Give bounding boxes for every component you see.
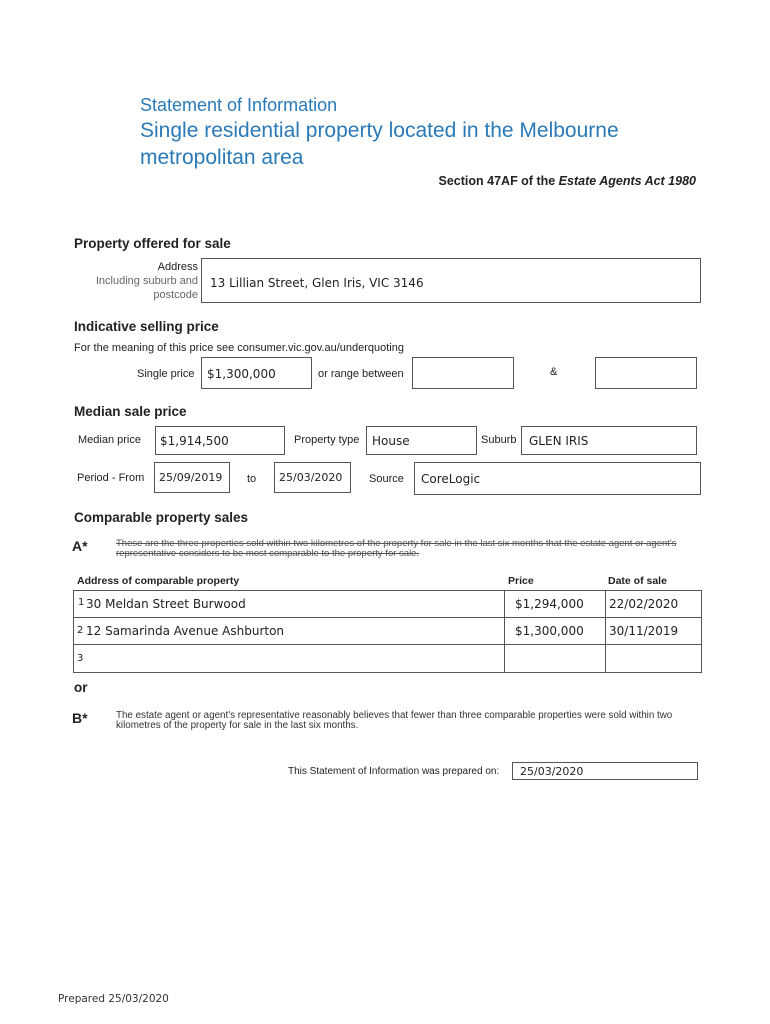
section-act: Estate Agents Act 1980 [558, 174, 696, 188]
col-price-header: Price [508, 575, 534, 587]
footer-prepared: Prepared 25/03/2020 [58, 993, 169, 1005]
property-type-value: House [372, 434, 410, 448]
address-value: 13 Lillian Street, Glen Iris, VIC 3146 [210, 276, 424, 290]
row-date-cell[interactable] [605, 590, 702, 618]
row-date: 22/02/2020 [609, 597, 679, 611]
suburb-label: Suburb [481, 434, 517, 446]
document-title: Statement of Information [140, 95, 338, 115]
period-to-field[interactable] [274, 462, 351, 493]
single-price-value: $1,300,000 [207, 367, 276, 381]
suburb-value: GLEN IRIS [529, 434, 589, 448]
row-price-cell[interactable] [504, 590, 606, 618]
indicative-heading: Indicative selling price [74, 319, 219, 334]
source-label: Source [369, 473, 404, 485]
row-price-cell[interactable] [504, 617, 606, 645]
period-to-value: 25/03/2020 [279, 471, 343, 484]
row-price: $1,300,000 [515, 624, 584, 638]
period-from-field[interactable] [154, 462, 230, 493]
median-price-label: Median price [78, 434, 141, 446]
property-type-label: Property type [294, 434, 360, 446]
prepared-date-value: 25/03/2020 [520, 765, 584, 778]
period-to-label: to [247, 473, 257, 485]
period-from-value: 25/09/2019 [159, 471, 223, 484]
comparable-heading: Comparable property sales [74, 510, 249, 525]
row-price-cell[interactable] [504, 644, 606, 673]
col-address-header: Address of comparable property [77, 575, 240, 587]
property-type-field[interactable] [366, 426, 477, 455]
table-row[interactable] [73, 617, 505, 645]
address-label-2: Including suburb and [95, 275, 198, 287]
source-value: CoreLogic [421, 472, 481, 486]
prepared-label: This Statement of Information was prepared on: [288, 766, 500, 777]
row-date-cell[interactable] [605, 644, 702, 673]
table-row[interactable] [73, 590, 505, 618]
row-number: 3 [77, 653, 84, 664]
address-label-1: Address [157, 261, 198, 273]
row-date: 30/11/2019 [609, 624, 679, 638]
range-label: or range between [318, 368, 404, 380]
median-heading: Median sale price [74, 404, 187, 419]
row-address: 30 Meldan Street Burwood [86, 597, 246, 611]
row-number: 2 [77, 625, 84, 636]
row-address: 12 Samarinda Avenue Ashburton [86, 624, 285, 638]
or-separator: or [74, 680, 88, 695]
row-price: $1,294,000 [515, 597, 584, 611]
source-field[interactable] [414, 462, 701, 495]
option-a-text: These are the three properties sold within two kilometres of the property for sale in the last six months that the estate agent or agent's representative considers to be most comparable to the property for sale. [116, 538, 677, 559]
suburb-field[interactable] [521, 426, 697, 455]
prepared-date-field[interactable] [512, 762, 698, 780]
row-date-cell[interactable] [605, 617, 702, 645]
table-row[interactable] [73, 644, 505, 673]
option-a-marker: A* [72, 538, 88, 554]
range-from-field[interactable] [412, 357, 514, 389]
address-field[interactable] [201, 258, 701, 303]
median-price-value: $1,914,500 [160, 434, 229, 448]
row-number: 1 [78, 597, 85, 608]
property-heading: Property offered for sale [74, 236, 231, 251]
option-b-text: The estate agent or agent's representative reasonably believes that fewer than three comparable properties were sold within two kilometres of the property for sale in the last six months. [116, 710, 673, 731]
single-price-label: Single price [137, 368, 195, 380]
option-b-marker: B* [72, 710, 88, 726]
range-to-field[interactable] [595, 357, 697, 389]
section-reference [439, 174, 696, 188]
median-price-field[interactable] [155, 426, 285, 455]
range-ampersand: & [550, 366, 558, 378]
indicative-note: For the meaning of this price see consumer.vic.gov.au/underquoting [74, 342, 404, 354]
address-label-3: postcode [153, 289, 198, 301]
col-date-header: Date of sale [608, 575, 667, 587]
period-from-label: Period - From [77, 472, 145, 484]
document-subtitle: Single residential property located in the Melbourne metropolitan area [140, 119, 619, 169]
section-prefix: Section 47AF of the [438, 174, 559, 188]
single-price-field[interactable] [201, 357, 312, 389]
